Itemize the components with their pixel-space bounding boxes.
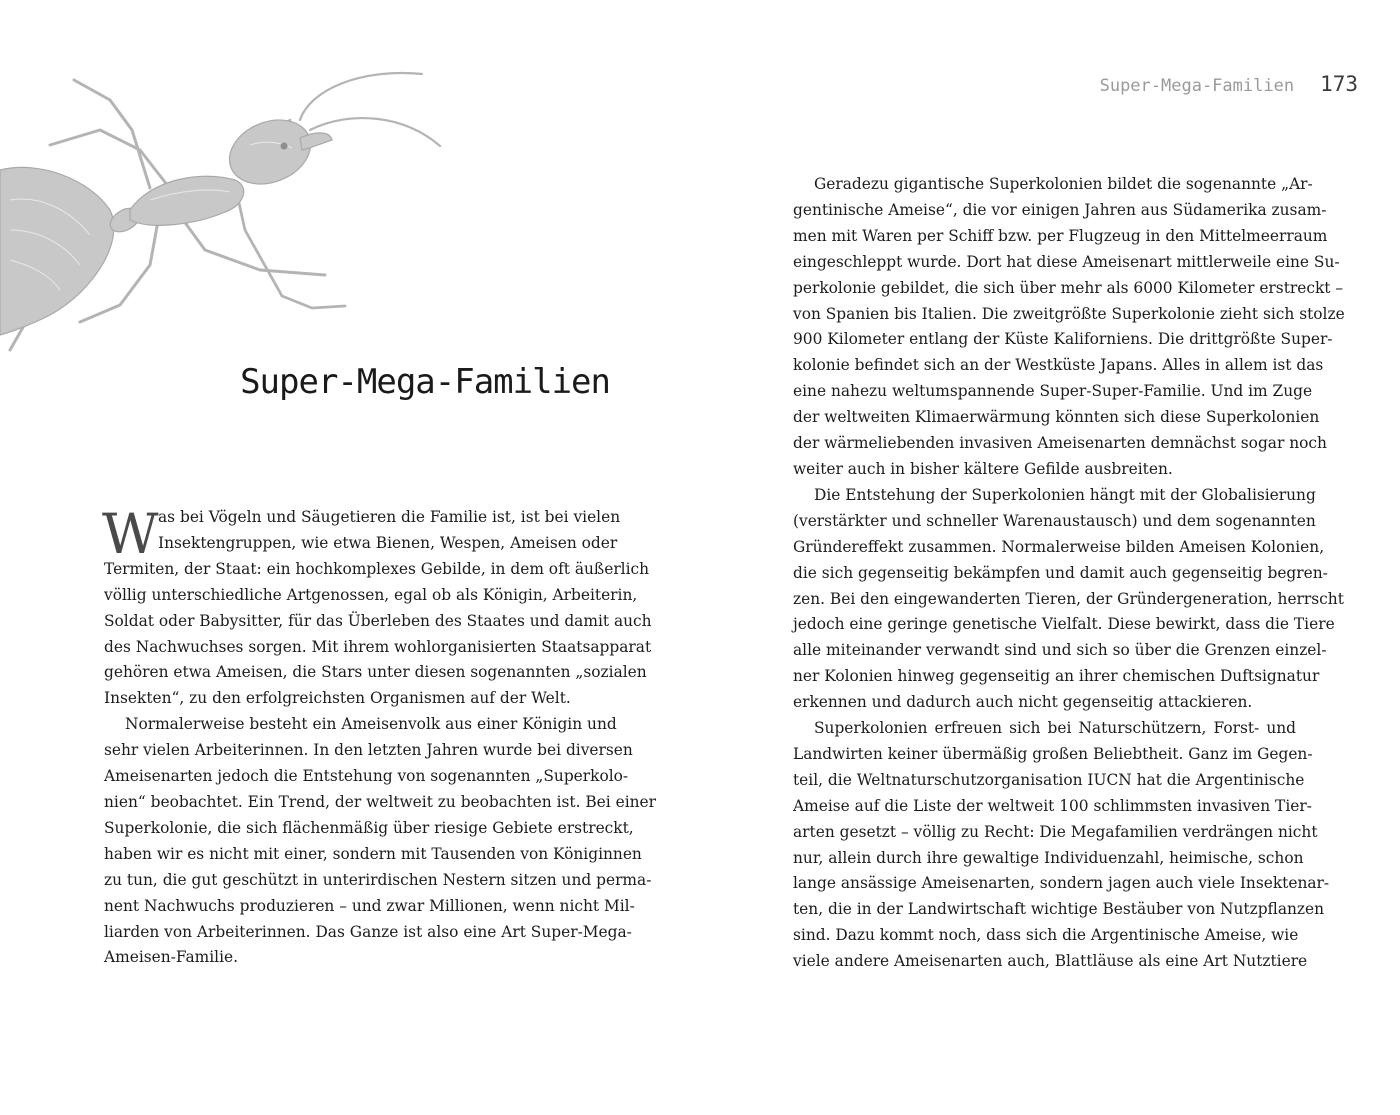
text-line: weiter auch in bisher kältere Gefilde ausbreiten.: [793, 459, 1173, 478]
text-line: völlig unterschiedliche Artgenossen, egal ob als Königin, Arbeiterin,: [104, 585, 638, 604]
text-line: zu tun, die gut geschützt in unterirdischen Nestern sitzen und perma-: [104, 870, 652, 889]
text-line: Termiten, der Staat: ein hochkomplexes Gebilde, in dem oft äußerlich: [104, 559, 650, 578]
text-line: Die Entstehung der Superkolonien hängt mit der Globalisierung: [814, 485, 1316, 504]
text-line: der wärmeliebenden invasiven Ameisenarten demnächst sogar noch: [793, 434, 1327, 453]
text-line: ner Kolonien hinweg gegenseitig an ihrer chemischen Duftsignatur: [793, 667, 1320, 686]
text-line: eine nahezu weltumspannende Super-Super-Familie. Und im Zuge: [793, 382, 1313, 401]
text-line: der weltweiten Klimaerwärmung könnten sich diese Superkolonien: [793, 408, 1320, 427]
text-line: nien“ beobachtet. Ein Trend, der weltweit zu beobachten ist. Bei einer: [104, 792, 657, 811]
text-line: sind. Dazu kommt noch, dass sich die Argentinische Ameise, wie: [793, 926, 1299, 945]
text-line: zen. Bei den eingewanderten Tieren, der Gründergeneration, herrscht: [793, 589, 1344, 608]
paragraph: [102, 502, 652, 712]
text-line: viele andere Ameisenarten auch, Blattläuse als eine Art Nutztiere: [793, 952, 1308, 971]
text-line: die sich gegenseitig bekämpfen und damit auch gegenseitig begren-: [793, 563, 1328, 582]
text-line: des Nachwuchses sorgen. Mit ihrem wohlorganisierten Staatsapparat: [104, 637, 652, 656]
text-line: Insekten“, zu den erfolgreichsten Organismen auf der Welt.: [104, 689, 571, 708]
text-line: Soldat oder Babysitter, für das Überleben des Staates und damit auch: [104, 611, 652, 630]
ant-illustration: [0, 60, 450, 360]
page-number: 173: [1320, 72, 1358, 96]
text-line: jedoch eine geringe genetische Vielfalt. Diese bewirkt, dass die Tiere: [793, 615, 1335, 634]
text-line: Insektengruppen, wie etwa Bienen, Wespen, Ameisen oder: [158, 533, 618, 552]
text-line: Superkolonien erfreuen sich bei Naturschützern, Forst- und: [814, 719, 1296, 738]
text-line: nur, allein durch ihre gewaltige Individuenzahl, heimische, schon: [793, 848, 1304, 867]
text-line: Superkolonie, die sich flächenmäßig über riesige Gebiete erstreckt,: [104, 818, 634, 837]
text-line: Ameise auf die Liste der weltweit 100 schlimmsten invasiven Tier-: [793, 796, 1312, 815]
text-line: nent Nachwuchs produzieren – und zwar Millionen, wenn nicht Mil-: [104, 896, 635, 915]
text-line: perkolonie gebildet, die sich über mehr als 6000 Kilometer erstreckt –: [793, 278, 1344, 297]
text-line: Ameisen-Familie.: [104, 948, 239, 967]
text-line: lange ansässige Ameisenarten, sondern jagen auch viele Insektenar-: [793, 874, 1330, 893]
running-title: Super-Mega-Familien: [1099, 76, 1295, 96]
text-line: 900 Kilometer entlang der Küste Kaliforniens. Die drittgrößte Super-: [793, 330, 1333, 349]
text-line: liarden von Arbeiterinnen. Das Ganze ist also eine Art Super-Mega-: [104, 922, 632, 941]
text-line: teil, die Weltnaturschutzorganisation IUCN hat die Argentinische: [793, 770, 1305, 789]
paragraph: [793, 172, 1345, 483]
text-line: Gründereffekt zusammen. Normalerweise bilden Ameisen Kolonien,: [793, 537, 1325, 556]
text-line: kolonie befindet sich an der Westküste Japans. Alles in allem ist das: [793, 356, 1324, 375]
left-text-column: [102, 502, 657, 971]
text-line: as bei Vögeln und Säugetieren die Familie ist, ist bei vielen: [158, 508, 621, 526]
drop-cap: W: [102, 502, 159, 566]
text-line: Landwirten keiner übermäßig großen Beliebtheit. Ganz im Gegen-: [793, 744, 1313, 763]
text-line: sehr vielen Arbeiterinnen. In den letzten Jahren wurde bei diversen: [104, 741, 633, 760]
text-line: gentinische Ameise“, die vor einigen Jahren aus Südamerika zusam-: [793, 200, 1327, 219]
text-line: haben wir es nicht mit einer, sondern mit Tausenden von Königinnen: [104, 844, 642, 863]
text-line: arten gesetzt – völlig zu Recht: Die Megafamilien verdrängen nicht: [793, 822, 1318, 841]
paragraph: [793, 483, 1344, 716]
text-line: Normalerweise besteht ein Ameisenvolk aus einer Königin und: [125, 715, 617, 734]
text-line: men mit Waren per Schiff bzw. per Flugzeug in den Mittelmeerraum: [793, 226, 1328, 245]
paragraph: [104, 712, 657, 971]
text-line: von Spanien bis Italien. Die zweitgrößte Superkolonie zieht sich stolze: [793, 304, 1345, 323]
right-text-column: [793, 172, 1345, 975]
text-line: alle miteinander verwandt sind und sich so über die Grenzen einzel-: [793, 641, 1327, 660]
running-head: [1100, 72, 1358, 96]
text-line: eingeschleppt wurde. Dort hat diese Ameisenart mittlerweile eine Su-: [793, 252, 1340, 271]
chapter-title: Super-Mega-Familien: [240, 362, 610, 402]
text-line: ten, die in der Landwirtschaft wichtige Bestäuber von Nutzpflanzen: [793, 900, 1325, 919]
text-line: (verstärkter und schneller Warenaustausch) und dem sogenannten: [793, 511, 1316, 530]
text-line: gehören etwa Ameisen, die Stars unter diesen sogenannten „sozialen: [104, 663, 647, 682]
ant-eye: [281, 143, 288, 150]
text-line: Geradezu gigantische Superkolonien bildet die sogenannte „Ar-: [814, 175, 1313, 193]
paragraph: [793, 716, 1330, 975]
text-line: Ameisenarten jedoch die Entstehung von sogenannten „Superkolo-: [104, 767, 629, 786]
text-line: erkennen und dadurch auch nicht gegenseitig attackieren.: [793, 693, 1253, 712]
